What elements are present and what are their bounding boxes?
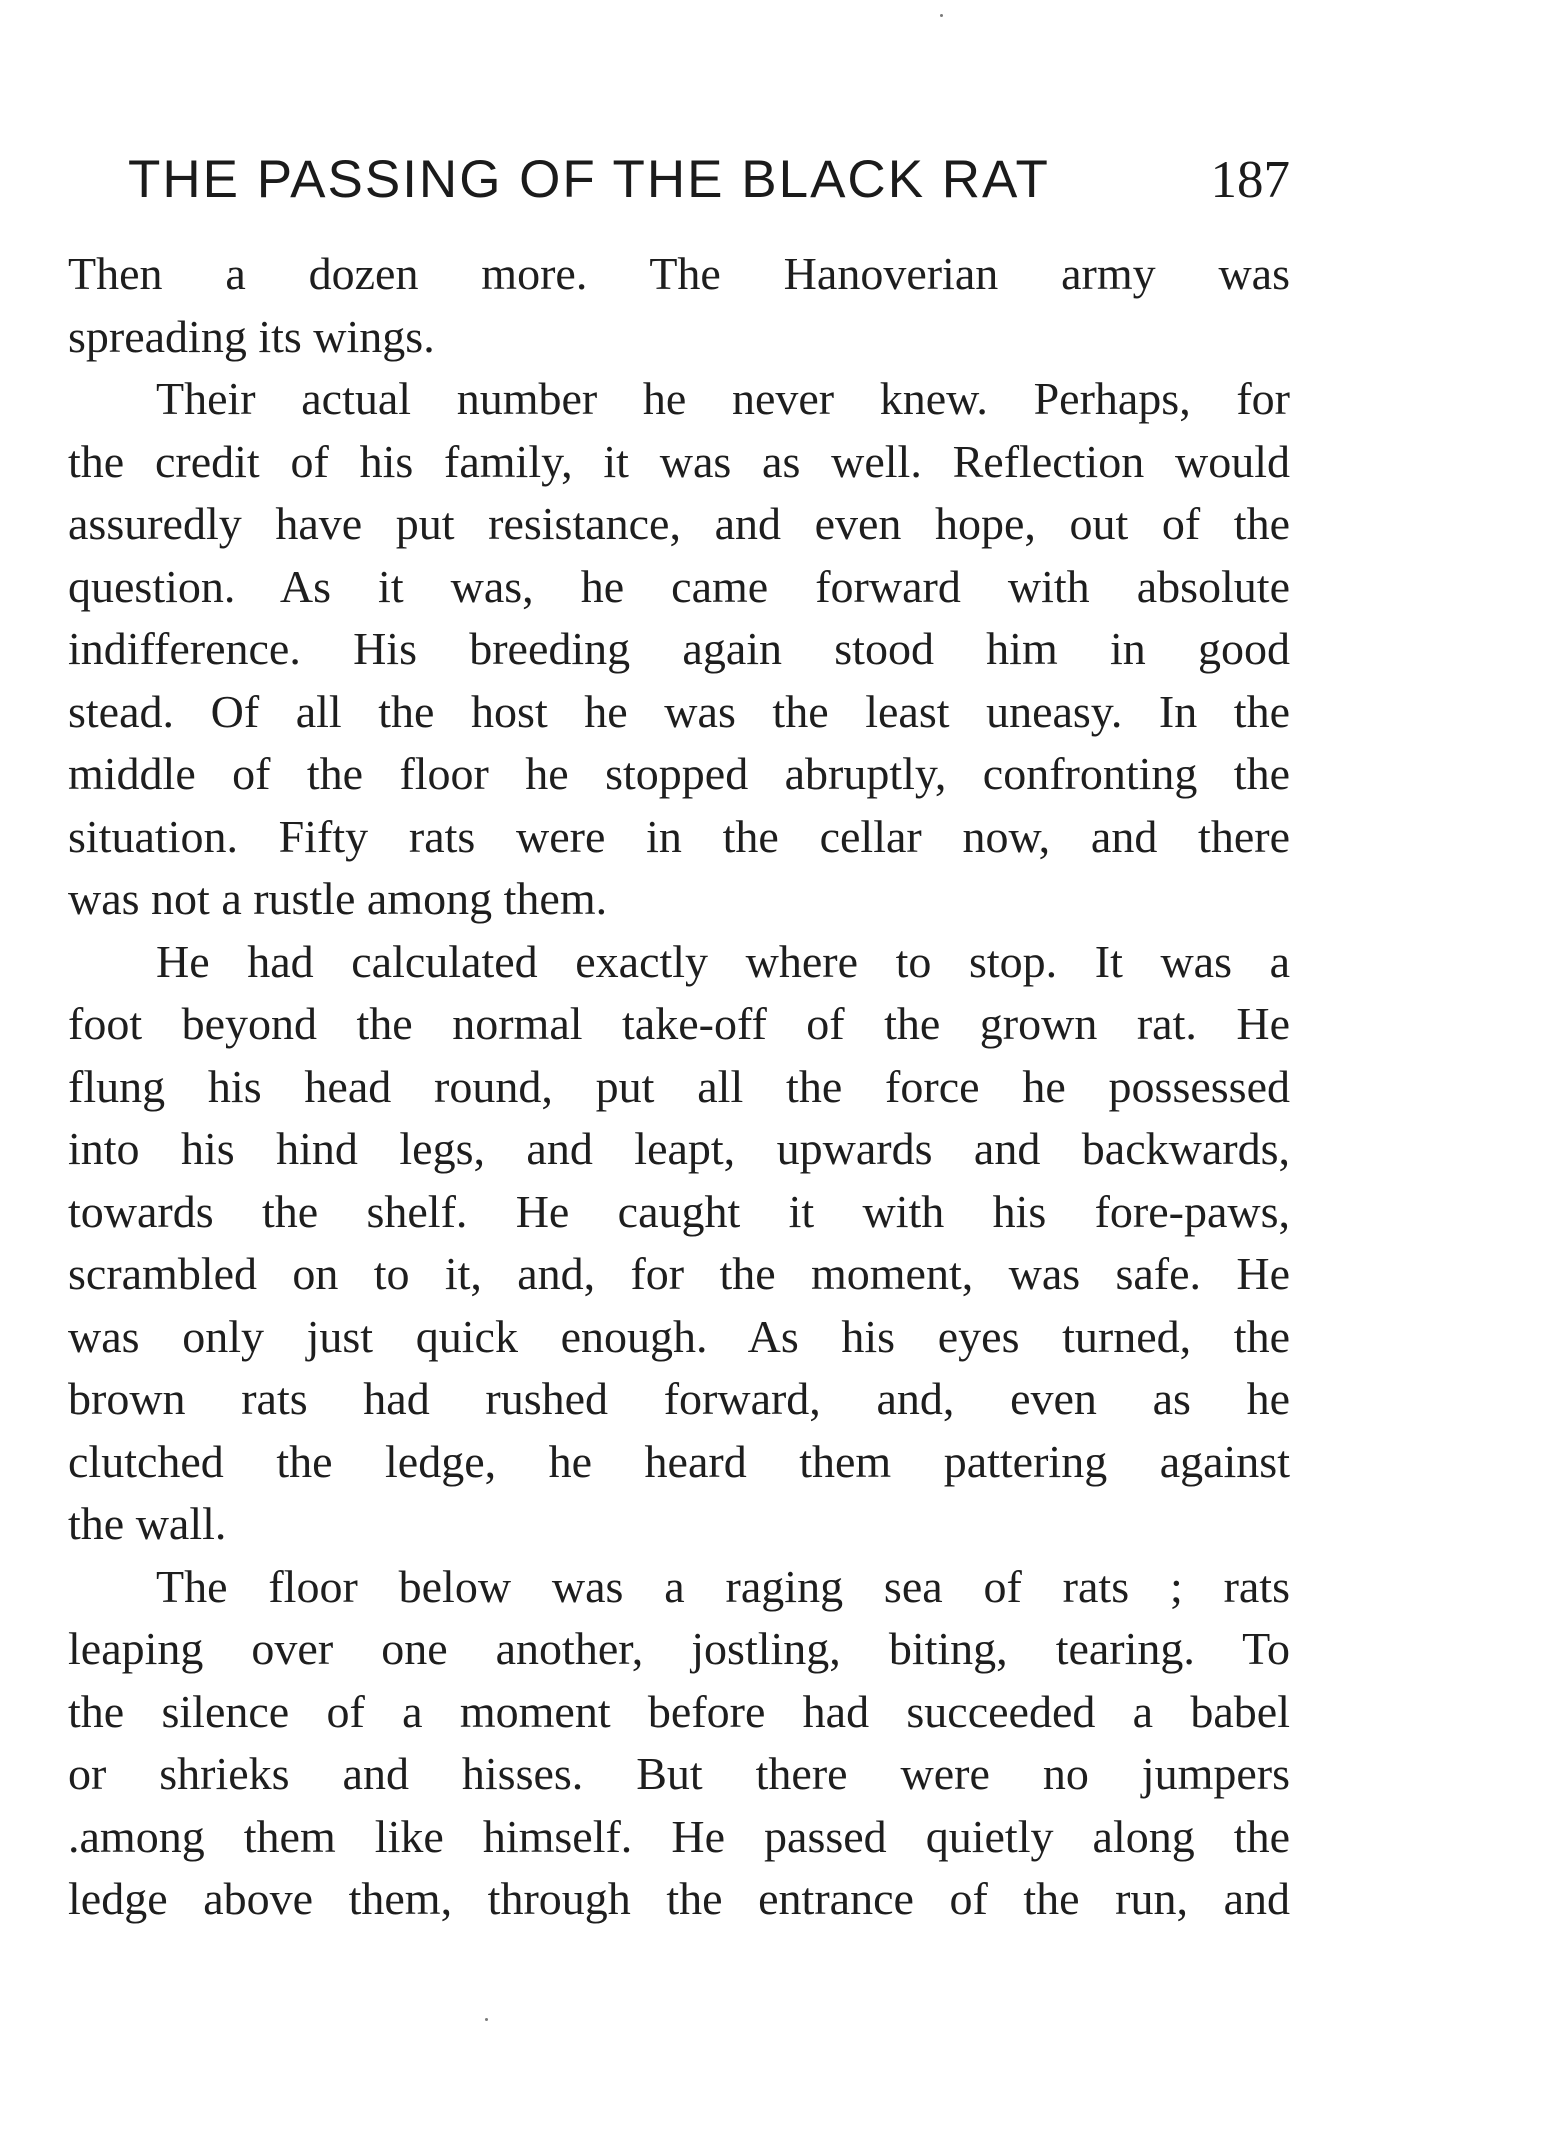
text-line: clutched the ledge, he heard them pattering against bbox=[68, 1435, 1290, 1487]
text-line: scrambled on to it, and, for the moment, was safe. He bbox=[68, 1248, 1290, 1299]
text-line: foot beyond the normal take-off of the grown rat. He bbox=[68, 998, 1290, 1049]
text-line: question. As it was, he came forward with absolute bbox=[68, 560, 1290, 612]
text-line: into his hind legs, and leapt, upwards and backwards, bbox=[68, 1123, 1290, 1174]
text-line: flung his head round, put all the force he possessed bbox=[68, 1060, 1290, 1112]
text-line: middle of the floor he stopped abruptly, confronting the bbox=[68, 748, 1290, 799]
text-line: the silence of a moment before had succeeded a babel bbox=[68, 1685, 1290, 1737]
running-title: THE PASSING OF THE BLACK RAT bbox=[128, 150, 1050, 209]
text-line: or shrieks and hisses. But there were no jumpers bbox=[68, 1748, 1290, 1799]
paragraph-1 bbox=[68, 243, 1290, 368]
page-number: 187 bbox=[1210, 151, 1290, 209]
text-line: assuredly have put resistance, and even hope, out of the bbox=[68, 498, 1290, 549]
text-line: spreading its wings. bbox=[68, 310, 435, 362]
text-line: Their actual number he never knew. Perhaps, for bbox=[156, 373, 1290, 424]
paragraph-4 bbox=[68, 1556, 1290, 1931]
text-line: was not a rustle among them. bbox=[68, 873, 608, 924]
text-line: He had calculated exactly where to stop. It was a bbox=[156, 935, 1290, 987]
text-line: ledge above them, through the entrance of the run, and bbox=[68, 1873, 1290, 1924]
running-head bbox=[128, 145, 1290, 215]
paper-speck bbox=[485, 2018, 488, 2021]
text-line: the wall. bbox=[68, 1498, 227, 1549]
text-line: .among them like himself. He passed quietly along the bbox=[68, 1810, 1290, 1862]
text-line: situation. Fifty rats were in the cellar now, and there bbox=[68, 810, 1290, 862]
text-line: towards the shelf. He caught it with his fore-paws, bbox=[68, 1185, 1290, 1237]
text-line: brown rats had rushed forward, and, even as he bbox=[68, 1373, 1290, 1424]
text-line: leaping over one another, jostling, biting, tearing. To bbox=[68, 1623, 1290, 1674]
text-line: indifference. His breeding again stood him in good bbox=[68, 623, 1290, 674]
text-line: stead. Of all the host he was the least uneasy. In the bbox=[68, 685, 1290, 737]
paragraph-2 bbox=[68, 368, 1290, 931]
text-line: the credit of his family, it was as well. Reflection would bbox=[68, 435, 1290, 487]
text-line: The floor below was a raging sea of rats ; rats bbox=[156, 1560, 1290, 1612]
text-line: was only just quick enough. As his eyes turned, the bbox=[68, 1310, 1290, 1362]
text-line: Then a dozen more. The Hanoverian army was bbox=[68, 248, 1290, 299]
body-text bbox=[68, 243, 1290, 1931]
paragraph-3 bbox=[68, 931, 1290, 1556]
paper-speck bbox=[940, 14, 943, 17]
